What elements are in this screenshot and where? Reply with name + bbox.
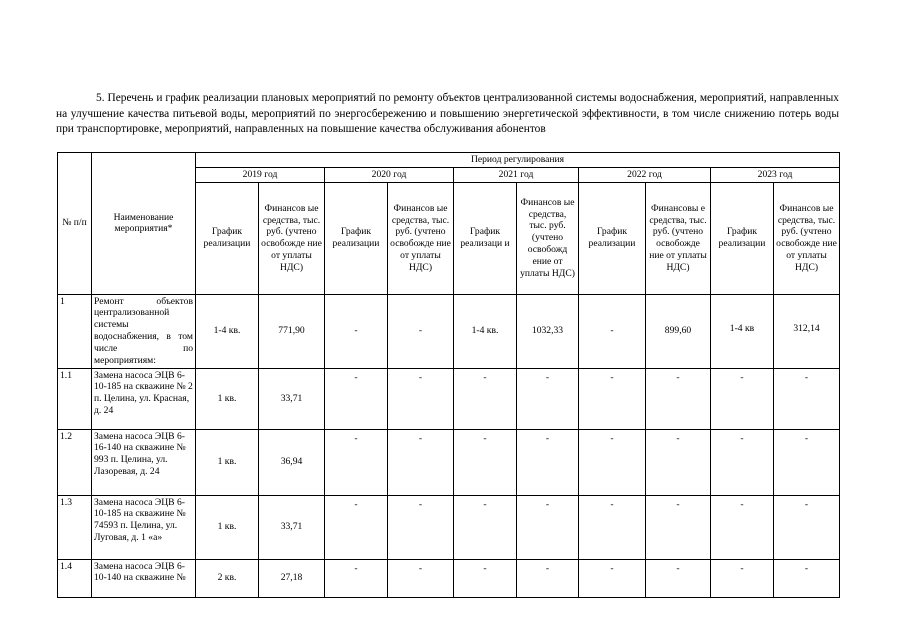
row-name: Замена насоса ЭЦВ 6-10-140 на скважине №: [92, 559, 196, 597]
cell-value: -: [325, 559, 388, 597]
cell-value: -: [646, 368, 711, 429]
cell-value: -: [517, 368, 579, 429]
cell-value: -: [325, 294, 388, 368]
finance-header: Финансовы е средства, тыс. руб. (учтено освобожде ние от уплаты НДС): [646, 182, 711, 294]
cell-value: 1-4 кв.: [454, 294, 517, 368]
measures-table: [57, 152, 840, 598]
cell-value: 312,14: [774, 294, 840, 368]
finance-header: Финансов ые средства, тыс. руб. (учтено освобожд ение от уплаты НДС): [517, 182, 579, 294]
schedule-header: График реализации: [711, 182, 774, 294]
cell-value: -: [774, 559, 840, 597]
row-name: Ремонт объектов централизованной системы водоснабжения, в том числе по мероприятиям:: [92, 294, 196, 368]
heading-text: 5. Перечень и график реализации плановых мероприятий по ремонту объектов централизованной системы водоснабжения, мероприятий, направленных на улучшение качества питьевой воды, мероприятий по энергосбережению и повышению энергетической эффективности, в том числе снижению потерь воды при транспортировке, мероприятий, направленных на повышение качества обслуживания абонентов: [56, 92, 839, 136]
cell-value: -: [774, 495, 840, 559]
cell-value: -: [579, 495, 646, 559]
cell-value: 2 кв.: [196, 559, 259, 597]
cell-value: -: [579, 294, 646, 368]
cell-value: 1 кв.: [196, 368, 259, 429]
cell-value: -: [774, 429, 840, 495]
header-row-period: [58, 153, 840, 168]
table-row: [58, 559, 840, 597]
year-header: 2021 год: [454, 167, 579, 182]
cell-value: -: [454, 429, 517, 495]
cell-value: -: [774, 368, 840, 429]
table-row: [58, 368, 840, 429]
finance-header: Финансов ые средства, тыс. руб. (учтено освобожде ние от уплаты НДС): [259, 182, 325, 294]
year-header: 2020 год: [325, 167, 454, 182]
col-name-header: Наименование мероприятия*: [92, 153, 196, 295]
cell-value: -: [388, 294, 454, 368]
section-heading: [56, 91, 839, 138]
cell-value: -: [579, 368, 646, 429]
cell-value: -: [454, 495, 517, 559]
period-header: Период регулирования: [196, 153, 840, 168]
cell-value: -: [517, 559, 579, 597]
cell-value: -: [517, 429, 579, 495]
cell-value: 1-4 кв.: [196, 294, 259, 368]
cell-value: -: [325, 495, 388, 559]
cell-value: 36,94: [259, 429, 325, 495]
schedule-header: График реализации: [579, 182, 646, 294]
cell-value: 899,60: [646, 294, 711, 368]
row-number: 1.2: [58, 429, 92, 495]
cell-value: -: [711, 429, 774, 495]
cell-value: -: [579, 559, 646, 597]
cell-value: 1032,33: [517, 294, 579, 368]
cell-value: -: [325, 429, 388, 495]
year-header: 2019 год: [196, 167, 325, 182]
cell-value: -: [646, 495, 711, 559]
cell-value: 33,71: [259, 495, 325, 559]
finance-header: Финансов ые средства, тыс. руб. (учтено освобожде ние от уплаты НДС): [388, 182, 454, 294]
row-name: Замена насоса ЭЦВ 6-10-185 на скважине № 2 п. Целина, ул. Красная, д. 24: [92, 368, 196, 429]
finance-header: Финансов ые средства, тыс. руб. (учтено освобожде ние от уплаты НДС): [774, 182, 840, 294]
cell-value: 1 кв.: [196, 495, 259, 559]
row-name: Замена насоса ЭЦВ 6-10-185 на скважине № 74593 п. Целина, ул. Луговая, д. 1 «а»: [92, 495, 196, 559]
cell-value: -: [517, 495, 579, 559]
cell-value: -: [454, 559, 517, 597]
row-number: 1.3: [58, 495, 92, 559]
cell-value: -: [646, 559, 711, 597]
schedule-header: График реализации: [196, 182, 259, 294]
cell-value: 1-4 кв: [711, 294, 774, 368]
row-number: 1.4: [58, 559, 92, 597]
year-header: 2023 год: [711, 167, 840, 182]
cell-value: -: [388, 495, 454, 559]
cell-value: 33,71: [259, 368, 325, 429]
row-name: Замена насоса ЭЦВ 6-16-140 на скважине № 993 п. Целина, ул. Лазоревая, д. 24: [92, 429, 196, 495]
schedule-header: График реализации: [325, 182, 388, 294]
cell-value: -: [388, 429, 454, 495]
year-header: 2022 год: [579, 167, 711, 182]
cell-value: -: [388, 368, 454, 429]
cell-value: -: [711, 495, 774, 559]
cell-value: -: [388, 559, 454, 597]
cell-value: 27,18: [259, 559, 325, 597]
row-number: 1.1: [58, 368, 92, 429]
cell-value: -: [579, 429, 646, 495]
table-row: [58, 294, 840, 368]
cell-value: -: [325, 368, 388, 429]
cell-value: 1 кв.: [196, 429, 259, 495]
cell-value: -: [711, 559, 774, 597]
row-number: 1: [58, 294, 92, 368]
table-row: [58, 495, 840, 559]
cell-value: -: [711, 368, 774, 429]
schedule-header: График реализаци и: [454, 182, 517, 294]
table-row: [58, 429, 840, 495]
cell-value: -: [454, 368, 517, 429]
cell-value: 771,90: [259, 294, 325, 368]
cell-value: -: [646, 429, 711, 495]
col-no-header: № п/п: [58, 153, 92, 295]
